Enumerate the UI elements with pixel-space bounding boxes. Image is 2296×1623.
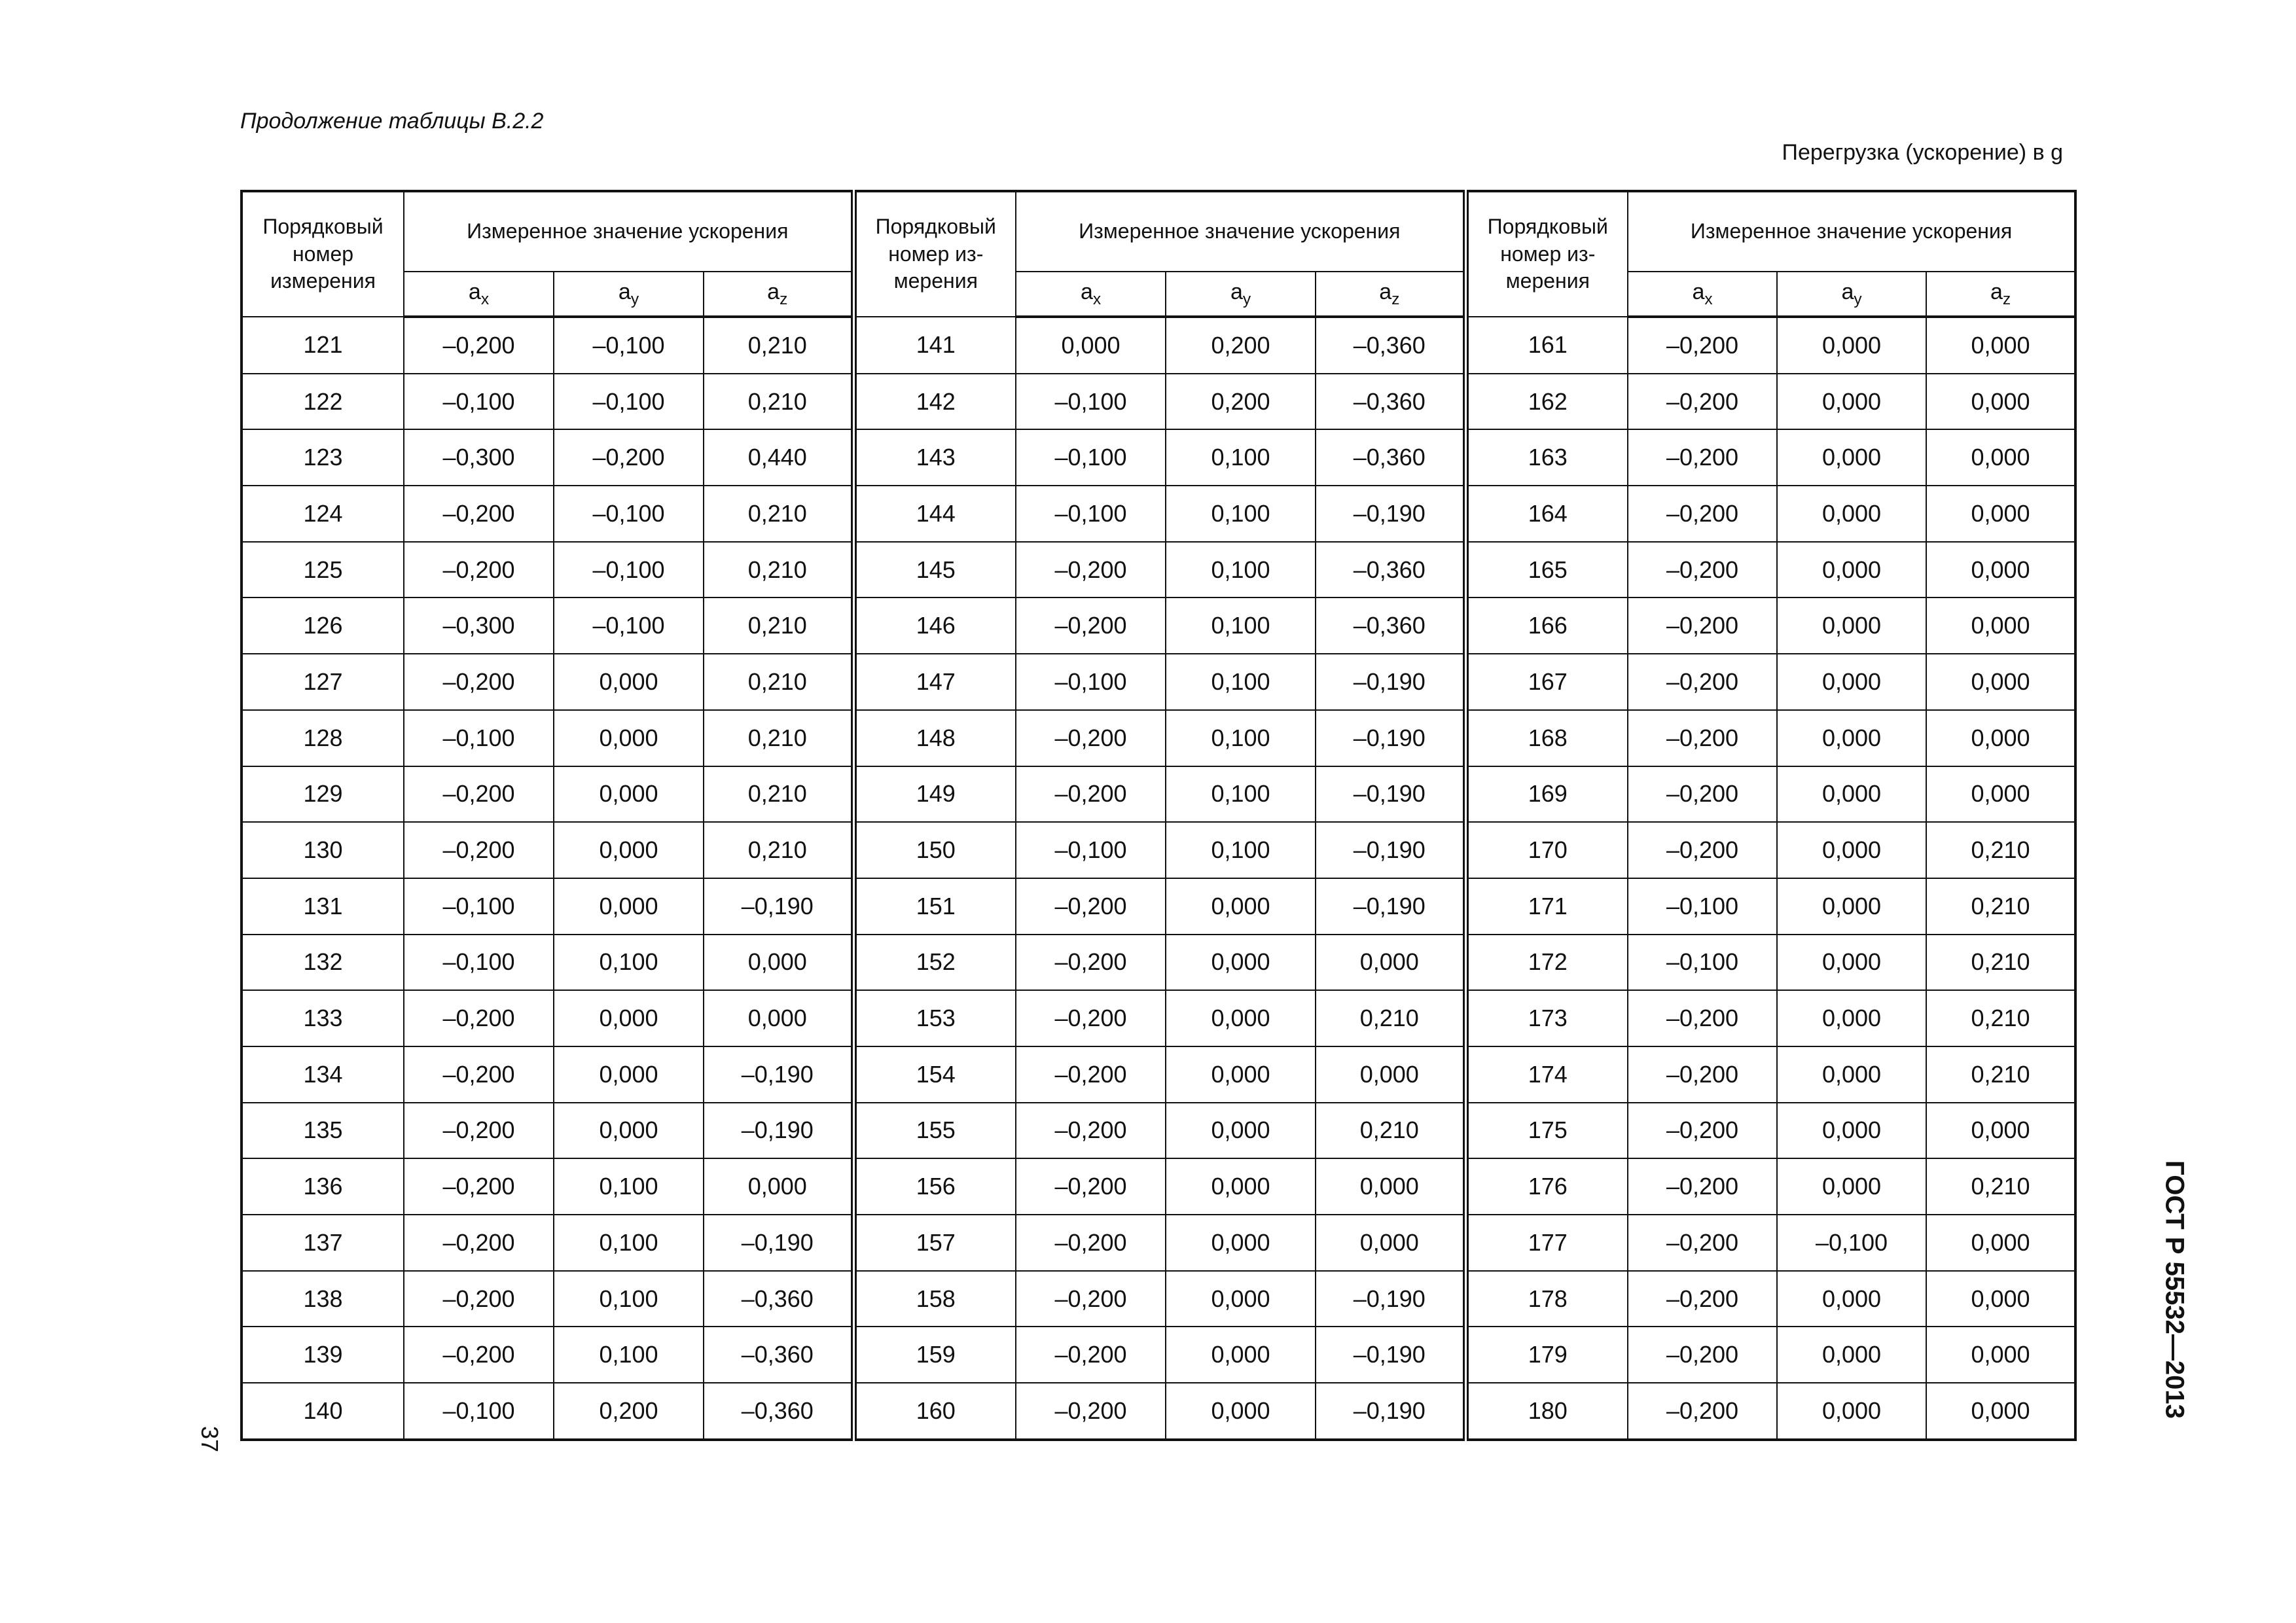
table-cell: –0,190: [1316, 766, 1465, 823]
table-cell: 0,000: [1777, 1158, 1926, 1215]
table-cell: 0,210: [1316, 1103, 1465, 1159]
table-cell: –0,200: [1016, 1046, 1166, 1103]
table-cell: 121: [242, 317, 404, 374]
table-cell: 166: [1465, 597, 1628, 654]
table-cell: 178: [1465, 1271, 1628, 1327]
table-cell: 0,210: [704, 766, 853, 823]
table-cell: 148: [853, 710, 1016, 766]
table-cell: –0,190: [1316, 878, 1465, 935]
table-cell: 0,000: [1926, 1327, 2075, 1383]
table-cell: 0,000: [1166, 1383, 1316, 1440]
table-cell: 0,440: [704, 429, 853, 486]
table-cell: 0,000: [1777, 1271, 1926, 1327]
table-cell: 0,210: [1926, 1046, 2075, 1103]
table-cell: 0,100: [1166, 542, 1316, 598]
table-cell: 161: [1465, 317, 1628, 374]
table-cell: –0,200: [1628, 766, 1777, 823]
table-cell: 0,000: [1166, 1271, 1316, 1327]
table-cell: 0,000: [1926, 1215, 2075, 1271]
table-cell: –0,190: [1316, 710, 1465, 766]
table-cell: –0,100: [404, 374, 554, 430]
table-cell: 134: [242, 1046, 404, 1103]
table-cell: –0,200: [1016, 1103, 1166, 1159]
table-cell: 180: [1465, 1383, 1628, 1440]
table-cell: –0,200: [1628, 990, 1777, 1046]
table-cell: 0,000: [1777, 374, 1926, 430]
header-az: $a_z$: [1926, 272, 2075, 317]
table-cell: –0,190: [1316, 1327, 1465, 1383]
table-body: [242, 317, 2075, 1440]
header-measured: Измеренное значение ускорения: [404, 191, 853, 272]
table-cell: 165: [1465, 542, 1628, 598]
table-cell: –0,190: [704, 1103, 853, 1159]
table-cell: –0,200: [1016, 1158, 1166, 1215]
table-cell: 151: [853, 878, 1016, 935]
table-cell: 0,210: [704, 374, 853, 430]
table-cell: –0,200: [1628, 374, 1777, 430]
table-cell: 128: [242, 710, 404, 766]
table-cell: 179: [1465, 1327, 1628, 1383]
table-cell: 0,000: [1926, 374, 2075, 430]
table-row: [242, 1103, 2075, 1159]
table-cell: 0,000: [554, 990, 704, 1046]
table-cell: 0,100: [1166, 766, 1316, 823]
table-cell: 159: [853, 1327, 1016, 1383]
table-cell: 0,000: [1926, 710, 2075, 766]
table-cell: 0,210: [704, 710, 853, 766]
table-cell: –0,200: [404, 1103, 554, 1159]
table-cell: 0,210: [1926, 878, 2075, 935]
table-cell: –0,200: [1016, 1327, 1166, 1383]
table-cell: 0,000: [1777, 710, 1926, 766]
table-cell: 138: [242, 1271, 404, 1327]
header-az: $a_z$: [704, 272, 853, 317]
table-cell: –0,200: [404, 654, 554, 710]
table-cell: 0,000: [1166, 1327, 1316, 1383]
table-row: [242, 486, 2075, 542]
table-cell: –0,200: [1628, 1103, 1777, 1159]
table-cell: –0,100: [404, 710, 554, 766]
table-cell: 175: [1465, 1103, 1628, 1159]
table-cell: 0,000: [1777, 878, 1926, 935]
table-row: [242, 1383, 2075, 1440]
table-cell: 0,000: [1777, 1046, 1926, 1103]
table-cell: 150: [853, 822, 1016, 878]
table-cell: 0,210: [1316, 990, 1465, 1046]
table-cell: 0,210: [704, 486, 853, 542]
table-cell: –0,200: [1628, 317, 1777, 374]
table-cell: 0,000: [704, 990, 853, 1046]
table-cell: –0,100: [554, 542, 704, 598]
table-cell: 0,000: [1166, 1046, 1316, 1103]
table-cell: –0,200: [1628, 1158, 1777, 1215]
table-cell: –0,200: [404, 766, 554, 823]
table-cell: –0,100: [1016, 429, 1166, 486]
table-cell: 0,000: [554, 710, 704, 766]
standard-code: ГОСТ Р 55532—2013: [2160, 1160, 2189, 1419]
table-cell: 123: [242, 429, 404, 486]
table-cell: 0,000: [1166, 935, 1316, 991]
table-cell: 173: [1465, 990, 1628, 1046]
table-cell: –0,200: [1016, 990, 1166, 1046]
table-cell: 0,000: [1777, 935, 1926, 991]
table-cell: 136: [242, 1158, 404, 1215]
table-cell: –0,190: [1316, 822, 1465, 878]
table-cell: 0,100: [1166, 822, 1316, 878]
table-cell: 0,210: [1926, 1158, 2075, 1215]
table-row: [242, 374, 2075, 430]
table-cell: 0,210: [1926, 990, 2075, 1046]
table-cell: –0,190: [1316, 1383, 1465, 1440]
table-cell: 0,000: [554, 1046, 704, 1103]
table-cell: 0,000: [1777, 766, 1926, 823]
table-cell: 0,000: [554, 822, 704, 878]
table-continuation-caption: Продолжение таблицы В.2.2: [240, 109, 544, 134]
table-cell: –0,200: [404, 1327, 554, 1383]
table-cell: –0,200: [1628, 654, 1777, 710]
table-cell: 153: [853, 990, 1016, 1046]
table-cell: 155: [853, 1103, 1016, 1159]
table-row: [242, 1271, 2075, 1327]
table-cell: 167: [1465, 654, 1628, 710]
table-cell: 0,000: [1016, 317, 1166, 374]
table-cell: 0,000: [1166, 990, 1316, 1046]
table-cell: 0,000: [1777, 654, 1926, 710]
table-cell: 163: [1465, 429, 1628, 486]
table-cell: –0,100: [1016, 822, 1166, 878]
table-cell: 140: [242, 1383, 404, 1440]
header-index: Порядковый номер из-мерения: [853, 191, 1016, 317]
table-cell: 0,000: [1316, 1046, 1465, 1103]
table-cell: –0,200: [1016, 597, 1166, 654]
header-ax: $a_x$: [1016, 272, 1166, 317]
table-cell: 132: [242, 935, 404, 991]
table-cell: 164: [1465, 486, 1628, 542]
table-cell: –0,200: [1628, 597, 1777, 654]
table-cell: 0,100: [554, 935, 704, 991]
table-cell: 0,100: [554, 1327, 704, 1383]
table-cell: 146: [853, 597, 1016, 654]
table-cell: –0,360: [1316, 374, 1465, 430]
table-cell: 142: [853, 374, 1016, 430]
table-cell: 0,000: [554, 766, 704, 823]
table-cell: 0,000: [554, 878, 704, 935]
table-cell: –0,190: [704, 878, 853, 935]
table-cell: 0,000: [1926, 317, 2075, 374]
header-index: Порядковый номер измерения: [242, 191, 404, 317]
table-cell: 0,000: [1926, 1271, 2075, 1327]
table-row: [242, 935, 2075, 991]
table-cell: –0,200: [1016, 1215, 1166, 1271]
table-cell: 0,000: [1777, 486, 1926, 542]
table-cell: –0,200: [404, 1046, 554, 1103]
table-cell: 125: [242, 542, 404, 598]
table-cell: 147: [853, 654, 1016, 710]
table-cell: 0,000: [1926, 1383, 2075, 1440]
units-note: Перегрузка (ускорение) в g: [1782, 140, 2063, 165]
table-cell: –0,200: [1628, 1327, 1777, 1383]
header-ax: $a_x$: [1628, 272, 1777, 317]
table-cell: 0,000: [1777, 429, 1926, 486]
table-cell: 124: [242, 486, 404, 542]
header-ay: $a_y$: [554, 272, 704, 317]
table-cell: –0,360: [1316, 429, 1465, 486]
table-cell: –0,300: [404, 429, 554, 486]
table-cell: 0,100: [1166, 654, 1316, 710]
table-cell: 0,000: [554, 1103, 704, 1159]
table-cell: –0,200: [404, 1158, 554, 1215]
table-cell: 0,100: [1166, 710, 1316, 766]
table-cell: –0,200: [1628, 1046, 1777, 1103]
table-cell: 0,000: [704, 1158, 853, 1215]
table-cell: 157: [853, 1215, 1016, 1271]
table-cell: 129: [242, 766, 404, 823]
table-row: [242, 1215, 2075, 1271]
table-cell: 130: [242, 822, 404, 878]
table-cell: –0,100: [554, 374, 704, 430]
table-cell: 0,000: [1926, 542, 2075, 598]
header-ax: $a_x$: [404, 272, 554, 317]
table-cell: 0,100: [554, 1271, 704, 1327]
table-row: [242, 822, 2075, 878]
table-row: [242, 710, 2075, 766]
table-cell: 0,000: [1777, 1327, 1926, 1383]
header-index: Порядковый номер из-мерения: [1465, 191, 1628, 317]
table-cell: 0,210: [1926, 935, 2075, 991]
table-cell: 131: [242, 878, 404, 935]
table-cell: 0,000: [1926, 1103, 2075, 1159]
table-row: [242, 542, 2075, 598]
table-cell: –0,200: [1628, 429, 1777, 486]
table-cell: 0,000: [1316, 935, 1465, 991]
table-cell: 0,210: [704, 597, 853, 654]
table-cell: –0,200: [1016, 878, 1166, 935]
table-cell: 0,000: [1166, 1215, 1316, 1271]
table-cell: 0,000: [1166, 878, 1316, 935]
table-cell: –0,200: [1628, 486, 1777, 542]
table-cell: 122: [242, 374, 404, 430]
table-cell: 0,210: [704, 654, 853, 710]
table-cell: 135: [242, 1103, 404, 1159]
table-cell: –0,200: [404, 317, 554, 374]
header-ay: $a_y$: [1777, 272, 1926, 317]
table-cell: –0,100: [404, 1383, 554, 1440]
table-cell: –0,200: [1628, 542, 1777, 598]
table-cell: –0,200: [404, 822, 554, 878]
table-cell: –0,100: [554, 597, 704, 654]
table-cell: –0,200: [1628, 710, 1777, 766]
table-cell: 0,000: [1777, 1103, 1926, 1159]
table-cell: –0,200: [404, 542, 554, 598]
table-cell: 169: [1465, 766, 1628, 823]
header-measured: Измеренное значение ускорения: [1628, 191, 2075, 272]
table-cell: 171: [1465, 878, 1628, 935]
table-cell: 126: [242, 597, 404, 654]
table-cell: 160: [853, 1383, 1016, 1440]
table-cell: 0,000: [1926, 766, 2075, 823]
table-row: [242, 878, 2075, 935]
table-cell: 0,000: [1166, 1103, 1316, 1159]
table-cell: 177: [1465, 1215, 1628, 1271]
table-cell: 0,000: [1777, 822, 1926, 878]
table-cell: –0,190: [1316, 1271, 1465, 1327]
table-row: [242, 766, 2075, 823]
table-cell: 0,000: [1166, 1158, 1316, 1215]
table-cell: –0,200: [404, 990, 554, 1046]
table-cell: 0,000: [1926, 597, 2075, 654]
table-cell: –0,190: [1316, 486, 1465, 542]
table-header: [242, 191, 2075, 317]
table-cell: –0,100: [1016, 374, 1166, 430]
table-cell: –0,100: [554, 317, 704, 374]
header-az: $a_z$: [1316, 272, 1465, 317]
table-cell: 0,210: [704, 542, 853, 598]
table-cell: –0,200: [1016, 1271, 1166, 1327]
table-row: [242, 1158, 2075, 1215]
table-cell: 162: [1465, 374, 1628, 430]
table-row: [242, 597, 2075, 654]
table-cell: –0,200: [1016, 935, 1166, 991]
acceleration-table: [240, 190, 2077, 1441]
table-cell: 0,210: [704, 317, 853, 374]
table-cell: –0,360: [704, 1271, 853, 1327]
table-cell: 174: [1465, 1046, 1628, 1103]
table-cell: –0,200: [1628, 1215, 1777, 1271]
table-cell: –0,200: [1016, 542, 1166, 598]
table-cell: –0,360: [1316, 542, 1465, 598]
table-cell: –0,200: [404, 1271, 554, 1327]
table-cell: 145: [853, 542, 1016, 598]
table-cell: 0,000: [1777, 317, 1926, 374]
table-cell: 0,000: [1316, 1158, 1465, 1215]
table-cell: 139: [242, 1327, 404, 1383]
table-cell: 133: [242, 990, 404, 1046]
table-cell: –0,200: [1628, 1271, 1777, 1327]
table-cell: –0,360: [1316, 317, 1465, 374]
table-cell: 0,000: [1777, 1383, 1926, 1440]
table-cell: –0,200: [1628, 822, 1777, 878]
table-cell: 0,200: [1166, 317, 1316, 374]
table-cell: 0,100: [554, 1158, 704, 1215]
table-cell: 0,000: [1926, 486, 2075, 542]
table-cell: –0,200: [404, 486, 554, 542]
table-cell: –0,100: [404, 878, 554, 935]
table-cell: –0,100: [554, 486, 704, 542]
table-row: [242, 317, 2075, 374]
table-cell: –0,200: [1016, 1383, 1166, 1440]
table-cell: 176: [1465, 1158, 1628, 1215]
table-cell: 0,210: [704, 822, 853, 878]
table-cell: 149: [853, 766, 1016, 823]
table-cell: –0,300: [404, 597, 554, 654]
table-cell: 0,000: [1777, 990, 1926, 1046]
table-cell: 0,200: [1166, 374, 1316, 430]
table-cell: –0,200: [554, 429, 704, 486]
table-cell: –0,190: [704, 1046, 853, 1103]
table-cell: 152: [853, 935, 1016, 991]
table-cell: –0,100: [1016, 654, 1166, 710]
table-cell: –0,190: [704, 1215, 853, 1271]
header-measured: Измеренное значение ускорения: [1016, 191, 1465, 272]
table-cell: 156: [853, 1158, 1016, 1215]
table-cell: 168: [1465, 710, 1628, 766]
table-row: [242, 990, 2075, 1046]
table-cell: –0,200: [1628, 1383, 1777, 1440]
table-cell: 137: [242, 1215, 404, 1271]
table-cell: –0,190: [1316, 654, 1465, 710]
table-cell: –0,100: [1016, 486, 1166, 542]
table-cell: –0,100: [404, 935, 554, 991]
table-cell: –0,360: [704, 1327, 853, 1383]
table-cell: 158: [853, 1271, 1016, 1327]
table-cell: 0,100: [1166, 429, 1316, 486]
table-cell: 0,000: [1777, 597, 1926, 654]
table-cell: –0,360: [1316, 597, 1465, 654]
table-cell: 0,100: [1166, 597, 1316, 654]
header-ay: $a_y$: [1166, 272, 1316, 317]
table-cell: –0,100: [1628, 935, 1777, 991]
table-cell: 0,000: [1926, 429, 2075, 486]
table-cell: 0,200: [554, 1383, 704, 1440]
table-row: [242, 1327, 2075, 1383]
table-cell: –0,200: [404, 1215, 554, 1271]
table-cell: 143: [853, 429, 1016, 486]
table-cell: 0,000: [1316, 1215, 1465, 1271]
table-cell: 144: [853, 486, 1016, 542]
table-row: [242, 1046, 2075, 1103]
table-cell: –0,100: [1777, 1215, 1926, 1271]
table-cell: –0,100: [1628, 878, 1777, 935]
table-cell: 127: [242, 654, 404, 710]
table-cell: –0,200: [1016, 710, 1166, 766]
table-cell: 0,210: [1926, 822, 2075, 878]
table-cell: 172: [1465, 935, 1628, 991]
table-cell: 0,000: [554, 654, 704, 710]
table-row: [242, 429, 2075, 486]
table-cell: –0,360: [704, 1383, 853, 1440]
table-row: [242, 654, 2075, 710]
table-cell: 0,000: [704, 935, 853, 991]
table-cell: 170: [1465, 822, 1628, 878]
table-cell: 0,100: [554, 1215, 704, 1271]
table-cell: 141: [853, 317, 1016, 374]
table-cell: 154: [853, 1046, 1016, 1103]
table-cell: –0,200: [1016, 766, 1166, 823]
table-cell: 0,100: [1166, 486, 1316, 542]
table-cell: 0,000: [1777, 542, 1926, 598]
page-number: 37: [196, 1425, 224, 1453]
table-cell: 0,000: [1926, 654, 2075, 710]
